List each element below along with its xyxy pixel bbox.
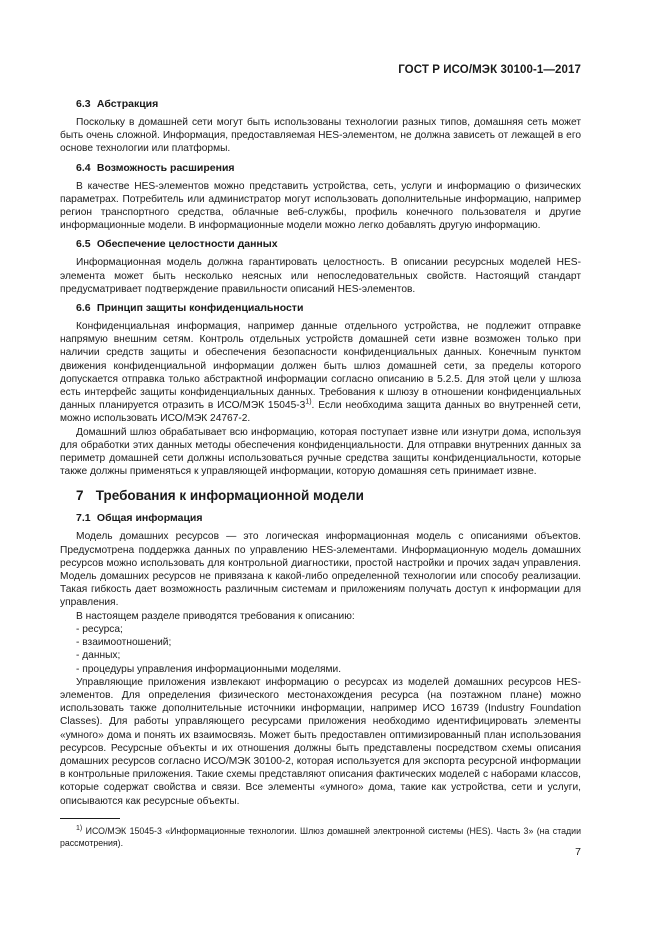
paragraph-text: Конфиденциальная информация, например данные отдельного устройства, не подлежит отправке напрямую внешним сетям. Контроль отдельных устройств домашней сети извне возможен только при наличии средств защиты и обеспечения безопасности конфиденциальных данных. Конечным пунктом движения конфиденциальной информации должен быть шлюз домашней сети, за пределы которого допускается отправка только абстрактной информации согласно описанию в 5.2.5. Для этой цели у шлюза есть интерфейс защиты конфиденциальных данных. Требования к шлюзу в отношении конфиденциальных данных планируется отразить в ИСО/МЭК 15045-3 [60,321,581,412]
section-6-6-heading [76,302,581,315]
paragraph: В качестве HES-элементов можно представить устройства, сеть, услуги и информацию о физических параметрах. Потребитель или администратор могут использовать дополнительные информацию, например регион транспортного средства, облачные веб-службы, профиль конечного пользователя и другие информационные модели. В информационные модели можно легко добавлять другую информацию. [60,180,581,232]
paragraph: Модель домашних ресурсов — это логическая информационная модель с описаниями объектов. Предусмотрена поддержка данных по управлению HES-элементами. Информационную модель домашних ресурсов можно использовать для контрольной диагностики, простой настройки и прочих задач управления. Модель домашних ресурсов не привязана к какой-либо определенной технологии или способу реализации. Такая гибкость дает возможность различным системам и приложениям получать доступ к информации для управления. [60,531,581,609]
section-6-5-heading [76,238,581,251]
requirements-list [60,623,581,676]
section-6-4-heading [76,162,581,175]
section-title: Принцип защиты конфиденциальности [96,302,304,315]
footnote-text: ИСО/МЭК 15045-3 «Информационные технологии. Шлюз домашней электронной системы (HES). Часть 3» (на стадии рассмотрения). [60,825,581,848]
footnote-reference[interactable]: 1) [305,398,312,406]
document-body [60,92,581,849]
section-title: Требования к информационной модели [95,488,364,504]
section-number: 6.5 [76,238,91,251]
paragraph: Информационная модель должна гарантировать целостность. В описании ресурсных моделей HES-элемента может быть несколько неясных или непоследовательных свойств. Настоящий стандарт предусматривает подтверждение правильности описаний HES-элементов. [60,257,581,295]
footnote-divider [60,818,120,819]
list-item: - процедуры управления информационными моделями. [76,663,342,675]
section-7-heading [76,488,581,504]
paragraph [60,320,581,426]
section-title: Возможность расширения [96,161,235,174]
paragraph: Управляющие приложения извлекают информацию о ресурсах из моделей домашних ресурсов HES-элементов. Для определения физического местонахождения ресурса (на поэтажном плане) можно использовать также дополнительные источники информации, например ИСО 16739 (Industry Foundation Classes). Для работы управляющего ресурсами приложения необходимо идентифицировать элементы «умного» дома и понять их взаимосвязь. Может быть предоставлен оптимизированный план использования ресурсов. Ресурсные объекты и их отношения должны быть представлены посредством схемы описания домашних ресурсов согласно ИСО/МЭК 30100-2, которая используется для экспорта ресурсной информации в контрольные приложения. Такие схемы представляют описания фактических моделей с наборами классов, которые содержат свойства и связи. Все элементы «умного» дома, такие как устройства, сети и услуги, описываются как ресурсные объекты. [60,676,581,807]
page-number: 7 [575,846,581,858]
section-number: 6.4 [76,161,91,174]
footnote [60,825,581,849]
section-6-3-heading [76,98,581,111]
section-title: Обеспечение целостности данных [96,238,278,251]
paragraph-text: . Если необходима защита данных во внутренней сети, можно использовать ИСО/МЭК 24767-2. [60,400,581,425]
section-number: 7.1 [76,512,91,525]
paragraph: В настоящем разделе приводятся требования к описанию: [76,610,355,622]
list-item: - взаимоотношений; [76,637,172,649]
section-title: Общая информация [96,512,203,525]
section-number: 7 [76,488,84,504]
section-7-1-heading [76,512,581,525]
footnote-mark: 1) [76,824,83,832]
section-number: 6.3 [76,98,91,110]
list-item: - данных; [76,650,121,662]
document-header: ГОСТ Р ИСО/МЭК 30100-1—2017 [398,64,581,76]
paragraph: Поскольку в домашней сети могут быть использованы технологии разных типов, домашняя сеть может быть очень сложной. Информация, предоставляемая HES-элементом, не должна зависеть от лежащей в его основе технологии или платформы. [60,117,581,155]
list-item: - ресурса; [76,623,123,635]
paragraph: Домашний шлюз обрабатывает всю информацию, которая поступает извне или изнутри дома, используя для обработки этих данных методы обеспечения конфиденциальности. Для отправки внутренних данных за периметр домашней сети должны использоваться ручные средства защиты конфиденциальности, которые также должны применяться к управляющей информации, которую домашняя сеть принимает извне. [60,426,581,478]
section-title: Абстракция [96,98,159,110]
section-number: 6.6 [76,302,91,315]
